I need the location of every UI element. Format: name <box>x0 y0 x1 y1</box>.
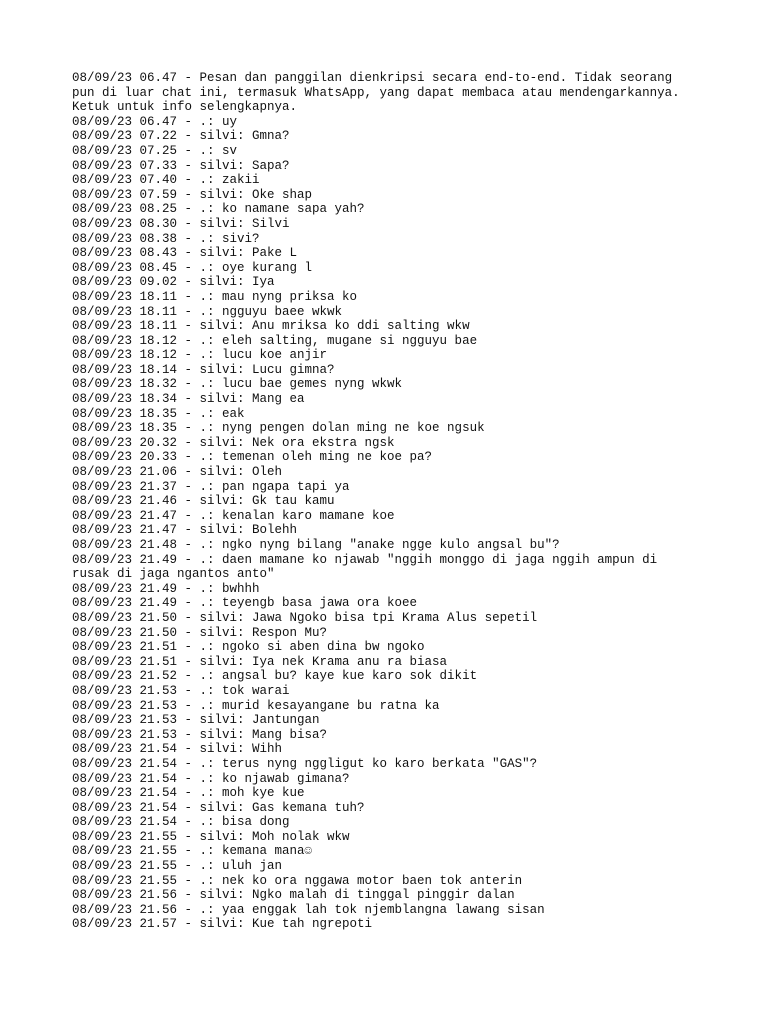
text-line: 08/09/23 21.50 - silvi: Jawa Ngoko bisa tpi Krama Alus sepetil <box>72 610 538 625</box>
text-line: 08/09/23 18.35 - .: nyng pengen dolan ming ne koe ngsuk <box>72 421 485 436</box>
text-line: 08/09/23 07.22 - silvi: Gmna? <box>72 129 290 144</box>
text-line: 08/09/23 18.34 - silvi: Mang ea <box>72 392 305 407</box>
text-line: 08/09/23 21.48 - .: ngko nyng bilang "anake ngge kulo angsal bu"? <box>72 538 560 552</box>
text-line: 08/09/23 21.47 - .: kenalan karo mamane koe <box>72 508 395 523</box>
text-line: 08/09/23 21.55 - .: nek ko ora nggawa motor baen tok anterin <box>72 873 523 888</box>
text-line: 08/09/23 21.54 - .: terus nyng nggligut ko karo berkata "GAS"? <box>72 756 538 771</box>
text-line: 08/09/23 18.11 - silvi: Anu mriksa ko ddi salting wkw <box>72 319 470 334</box>
text-line: 08/09/23 07.40 - .: zakii <box>72 173 260 188</box>
text-line: 08/09/23 07.33 - silvi: Sapa? <box>72 158 290 173</box>
text-line: 08/09/23 21.55 - silvi: Moh nolak wkw <box>72 829 350 844</box>
text-line: 08/09/23 21.54 - .: bisa dong <box>72 815 290 830</box>
text-line: 08/09/23 06.47 - .: uy <box>72 114 238 129</box>
text-line: 08/09/23 21.55 - .: uluh jan <box>72 859 283 874</box>
text-line: rusak di jaga ngantos anto" <box>72 567 275 582</box>
text-line: 08/09/23 21.47 - silvi: Bolehh <box>72 523 298 538</box>
text-line: 08/09/23 21.49 - .: teyengb basa jawa ora koee <box>72 596 418 611</box>
text-line: 08/09/23 21.54 - .: ko njawab gimana? <box>72 771 350 786</box>
text-line: 08/09/23 21.54 - silvi: Gas kemana tuh? <box>72 800 365 815</box>
text-line: 08/09/23 07.59 - silvi: Oke shap <box>72 187 313 202</box>
text-line: 08/09/23 21.51 - silvi: Iya nek Krama anu ra biasa <box>72 654 448 669</box>
text-line: 08/09/23 07.25 - .: sv <box>72 143 238 158</box>
text-line: 08/09/23 21.06 - silvi: Oleh <box>72 465 283 480</box>
text-line: 08/09/23 21.51 - .: ngoko si aben dina bw ngoko <box>72 640 425 655</box>
text-line: 08/09/23 21.56 - .: yaa enggak lah tok njemblangna lawang sisan <box>72 902 545 917</box>
text-line: 08/09/23 21.55 - .: kemana mana☺ <box>72 844 313 859</box>
text-line: 08/09/23 20.32 - silvi: Nek ora ekstra ngsk <box>72 435 395 450</box>
text-line: 08/09/23 18.11 - .: ngguyu baee wkwk <box>72 304 343 319</box>
text-line: 08/09/23 18.14 - silvi: Lucu gimna? <box>72 362 335 377</box>
text-line: 08/09/23 21.56 - silvi: Ngko malah di tinggal pinggir dalan <box>72 888 515 903</box>
text-line: 08/09/23 21.53 - silvi: Jantungan <box>72 713 320 728</box>
text-line: 08/09/23 08.38 - .: sivi? <box>72 231 260 246</box>
text-line: pun di luar chat ini, termasuk WhatsApp, yang dapat membaca atau mendengarkannya. <box>72 85 680 100</box>
text-line: 08/09/23 21.52 - .: angsal bu? kaye kue karo sok dikit <box>72 669 478 684</box>
text-line: 08/09/23 08.30 - silvi: Silvi <box>72 216 290 231</box>
text-line: 08/09/23 18.12 - .: eleh salting, mugane si ngguyu bae <box>72 333 478 348</box>
text-line: 08/09/23 18.35 - .: eak <box>72 406 245 421</box>
text-line: 08/09/23 21.50 - silvi: Respon Mu? <box>72 625 328 640</box>
text-line: 08/09/23 18.32 - .: lucu bae gemes nyng wkwk <box>72 377 403 392</box>
text-line: 08/09/23 08.25 - .: ko namane sapa yah? <box>72 202 365 217</box>
text-line: 08/09/23 21.46 - silvi: Gk tau kamu <box>72 494 335 509</box>
text-line: 08/09/23 18.12 - .: lucu koe anjir <box>72 348 328 363</box>
chat-export-document <box>72 71 712 932</box>
text-line: 08/09/23 21.53 - silvi: Mang bisa? <box>72 727 328 742</box>
text-line: 08/09/23 21.54 - .: moh kye kue <box>72 786 305 801</box>
text-line: 08/09/23 06.47 - Pesan dan panggilan dienkripsi secara end-to-end. Tidak seorang <box>72 71 673 85</box>
text-line: 08/09/23 21.49 - .: daen mamane ko njawab "nggih monggo di jaga nggih ampun di <box>72 552 658 567</box>
text-line: 08/09/23 21.49 - .: bwhhh <box>72 581 260 596</box>
text-line: Ketuk untuk info selengkapnya. <box>72 100 298 115</box>
text-line: 08/09/23 21.54 - silvi: Wihh <box>72 742 283 757</box>
text-line: 08/09/23 21.53 - .: murid kesayangane bu ratna ka <box>72 698 440 713</box>
text-line: 08/09/23 08.43 - silvi: Pake L <box>72 246 298 261</box>
text-line: 08/09/23 21.53 - .: tok warai <box>72 683 290 698</box>
text-line: 08/09/23 21.37 - .: pan ngapa tapi ya <box>72 479 350 494</box>
text-line: 08/09/23 21.57 - silvi: Kue tah ngrepoti <box>72 917 373 932</box>
text-line: 08/09/23 20.33 - .: temenan oleh ming ne koe pa? <box>72 450 433 465</box>
text-line: 08/09/23 18.11 - .: mau nyng priksa ko <box>72 289 358 304</box>
text-line: 08/09/23 08.45 - .: oye kurang l <box>72 260 313 275</box>
text-line: 08/09/23 09.02 - silvi: Iya <box>72 275 275 290</box>
